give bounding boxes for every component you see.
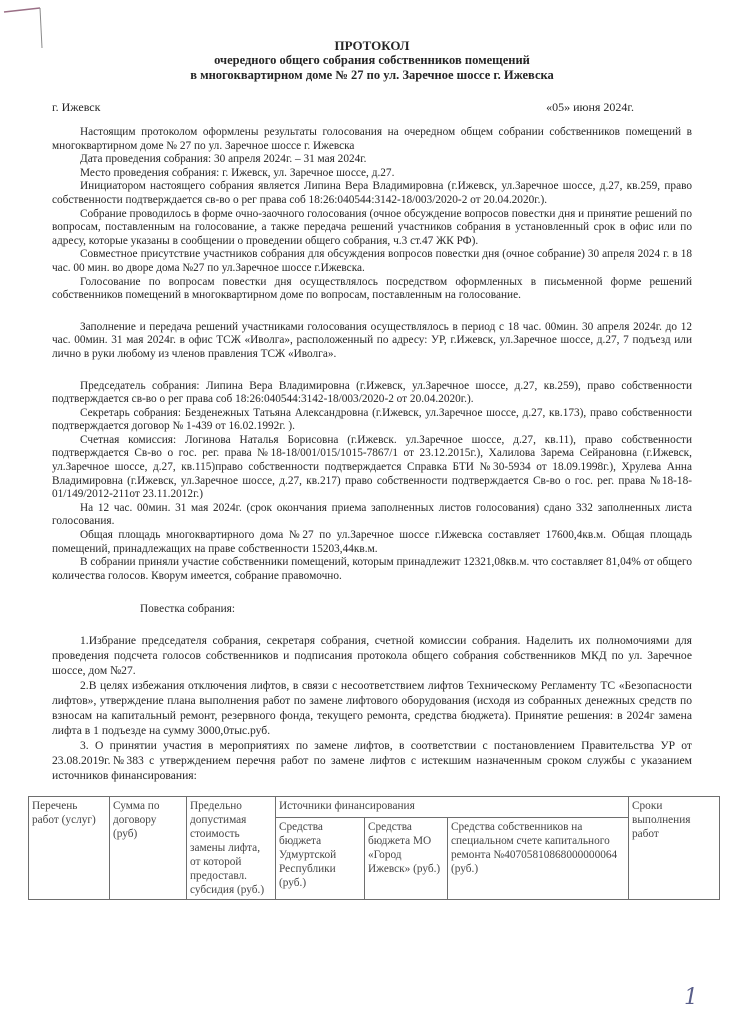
paragraph-intro: Настоящим протоколом оформлены результаты голосования на очередном общем собрании собственников помещений в многоквартирном доме № 27 по ул. Заречное шоссе г. Ижевска <box>52 126 692 152</box>
paragraph-counting-commission: Счетная комиссия: Логинова Наталья Борисовна (г.Ижевск. ул.Заречное шоссе, д.27, кв.11), право собственности подтверждается Св-во о гос. рег. права №18-18/001/015/1015-7867/1 от 23.12.2015г.), Халилова Зарема Сейрановна (г.Ижевск, ул.Заречное шоссе, д.27, кв.115)право собственности подтверждается Справка БТИ №30-5934 от 18.09.1998г.), Хрулева Анна Владимировна (г.Ижевск, ул.Заречное шоссе, д.27, кв.217) право собственности подтверждается Св-во о гос. рег. права №18-18-01/149/2012-211от 23.11.2012г.) <box>52 433 692 501</box>
header-contract-sum: Сумма по договору (руб) <box>110 797 187 900</box>
paragraph-secretary: Секретарь собрания: Безденежных Татьяна Александровна (г.Ижевск, ул.Заречное шоссе, д.27, кв.173), право собственности подтверждается договор № 1-439 от 16.02.1992г. ). <box>52 406 692 433</box>
paragraph-chairman: Председатель собрания: Липина Вера Владимировна (г.Ижевск, ул.Заречное шоссе, д.27, кв.259), право собственности подтверждается св-во о рег права соб 18:26:040544:3142-18/003/2020-2 от 20.04.2020г.). <box>52 379 692 406</box>
header-city-budget: Средства бюджета МО «Город Ижевск» (руб.) <box>365 817 448 899</box>
paragraph-initiator: Инициатором настоящего собрания является Липина Вера Владимировна (г.Ижевск, ул.Заречное шоссе, д.27, кв.259, право собственности подтверждается св-во о рег права соб 18:26:040544:3142-18/003/2020-2 от 20.04.2020г.). <box>52 180 692 206</box>
paragraph-meeting-form: Собрание проводилось в форме очно-заочного голосования (очное обсуждение вопросов повестки дня и принятие решений по вопросам, поставленным на голосование, а также передача решений участников собрания в установленный срок в офис или по адресу, которые указаны в сообщении о проведении общего собрания, ч.3 ст.47 ЖК РФ). <box>52 207 692 247</box>
header-financing-sources: Источники финансирования <box>276 797 629 818</box>
paragraph-quorum: В собрании приняли участие собственники помещений, которым принадлежит 12321,08кв.м. что составляет 81,04% от общего количества голосов. Кворум имеется, собрание правомочно. <box>52 556 692 582</box>
table-header-row <box>29 797 720 818</box>
agenda-item-3: 3. О принятии участия в мероприятиях по замене лифтов, в соответствии с постановлением Правительства УР от 23.08.2019г.№383 с утверждением перечня работ по замене лифтов с истекшим назначенным сроком службы с указанием источников финансирования: <box>52 739 692 782</box>
header-republic-budget: Средства бюджета Удмуртской Республики (руб.) <box>276 817 365 899</box>
paragraph-meeting-place: Место проведения собрания: г. Ижевск, ул. Заречное шоссе, д.27. <box>80 166 395 179</box>
document-subtitle-1: очередного общего собрания собственников помещений <box>214 53 530 67</box>
agenda-item-2: 2.В целях избежания отключения лифтов, в связи с несоответствием лифтов Техническому Регламенту ТС «Безопасности лифтов», утверждение плана выполнения работ по замене лифтового оборудования (исходя из собранных денежных средств по взносам на капитальный ремонт, резервного фонда, текущего ремонта, средства бюджета). Принятие решения: в 2024г замена лифта в 1 подъезде на сумму 3000,0тыс.руб. <box>52 679 692 737</box>
paragraph-ballots-count: На 12 час. 00мин. 31 мая 2024г. (срок окончания приема заполненных листов голосования) сдано 332 заполненных листа голосования. <box>52 501 692 528</box>
header-max-cost: Предельно допустимая стоимость замены лифта, от которой предоставл. субсидия (руб.) <box>187 797 276 900</box>
document-subtitle-2: в многоквартирном доме № 27 по ул. Заречное шоссе г. Ижевска <box>190 68 554 82</box>
paragraph-voting-method: Голосование по вопросам повестки дня осуществлялось посредством оформленных в письменной форме решений собственников помещений в многоквартирном доме по вопросам, поставленным на голосование. <box>52 275 692 302</box>
agenda-title: Повестка собрания: <box>140 603 235 616</box>
paragraph-in-person-session: Совместное присутствие участников собрания для обсуждения вопросов повестки дня (очное собрание) 30 апреля 2024 г. в 18 час. 00 мин. во дворе дома №27 по ул.Заречное шоссе г.Ижевска. <box>52 248 692 274</box>
paragraph-meeting-dates: Дата проведения собрания: 30 апреля 2024г. – 31 мая 2024г. <box>80 153 367 166</box>
protocol-body <box>52 126 692 783</box>
paragraph-submission-period: Заполнение и передача решений участниками голосования осуществлялось в период с 18 час. 00мин. 30 апреля 2024г. до 12 час. 00мин. 31 мая 2024г. в офис ТСЖ «Иволга», расположенный по адресу: УР, г.Ижевск, ул.Заречное шоссе, д.27, 7 подъезд или лично в руки любому из членов правления ТСЖ «Иволга». <box>52 320 692 360</box>
header-terms: Сроки выполнения работ <box>629 797 720 900</box>
financing-table <box>28 796 720 900</box>
city: г. Ижевск <box>52 100 101 114</box>
protocol-date: «05» июня 2024г. <box>546 100 634 114</box>
document-title: ПРОТОКОЛ <box>334 38 410 53</box>
header-works-list: Перечень работ (услуг) <box>29 797 110 900</box>
agenda-item-1: 1.Избрание председателя собрания, секретаря собрания, счетной комиссии собрания. Наделить их полномочиями для проведения подсчета голосов собственников и подписания протокола общего собрания собственников МКД по ул. Заречное шоссе, дом №27. <box>52 634 692 677</box>
page-number: 1 <box>684 985 698 1010</box>
paragraph-total-area: Общая площадь многоквартирного дома №27 по ул.Заречное шоссе г.Ижевска составляет 17600,4кв.м. Общая площадь помещений, принадлежащих на праве собственности 15203,44кв.м. <box>52 529 692 555</box>
header-owners-funds: Средства собственников на специальном счете капитального ремонта №40705810868000000064 (руб.) <box>448 817 629 899</box>
